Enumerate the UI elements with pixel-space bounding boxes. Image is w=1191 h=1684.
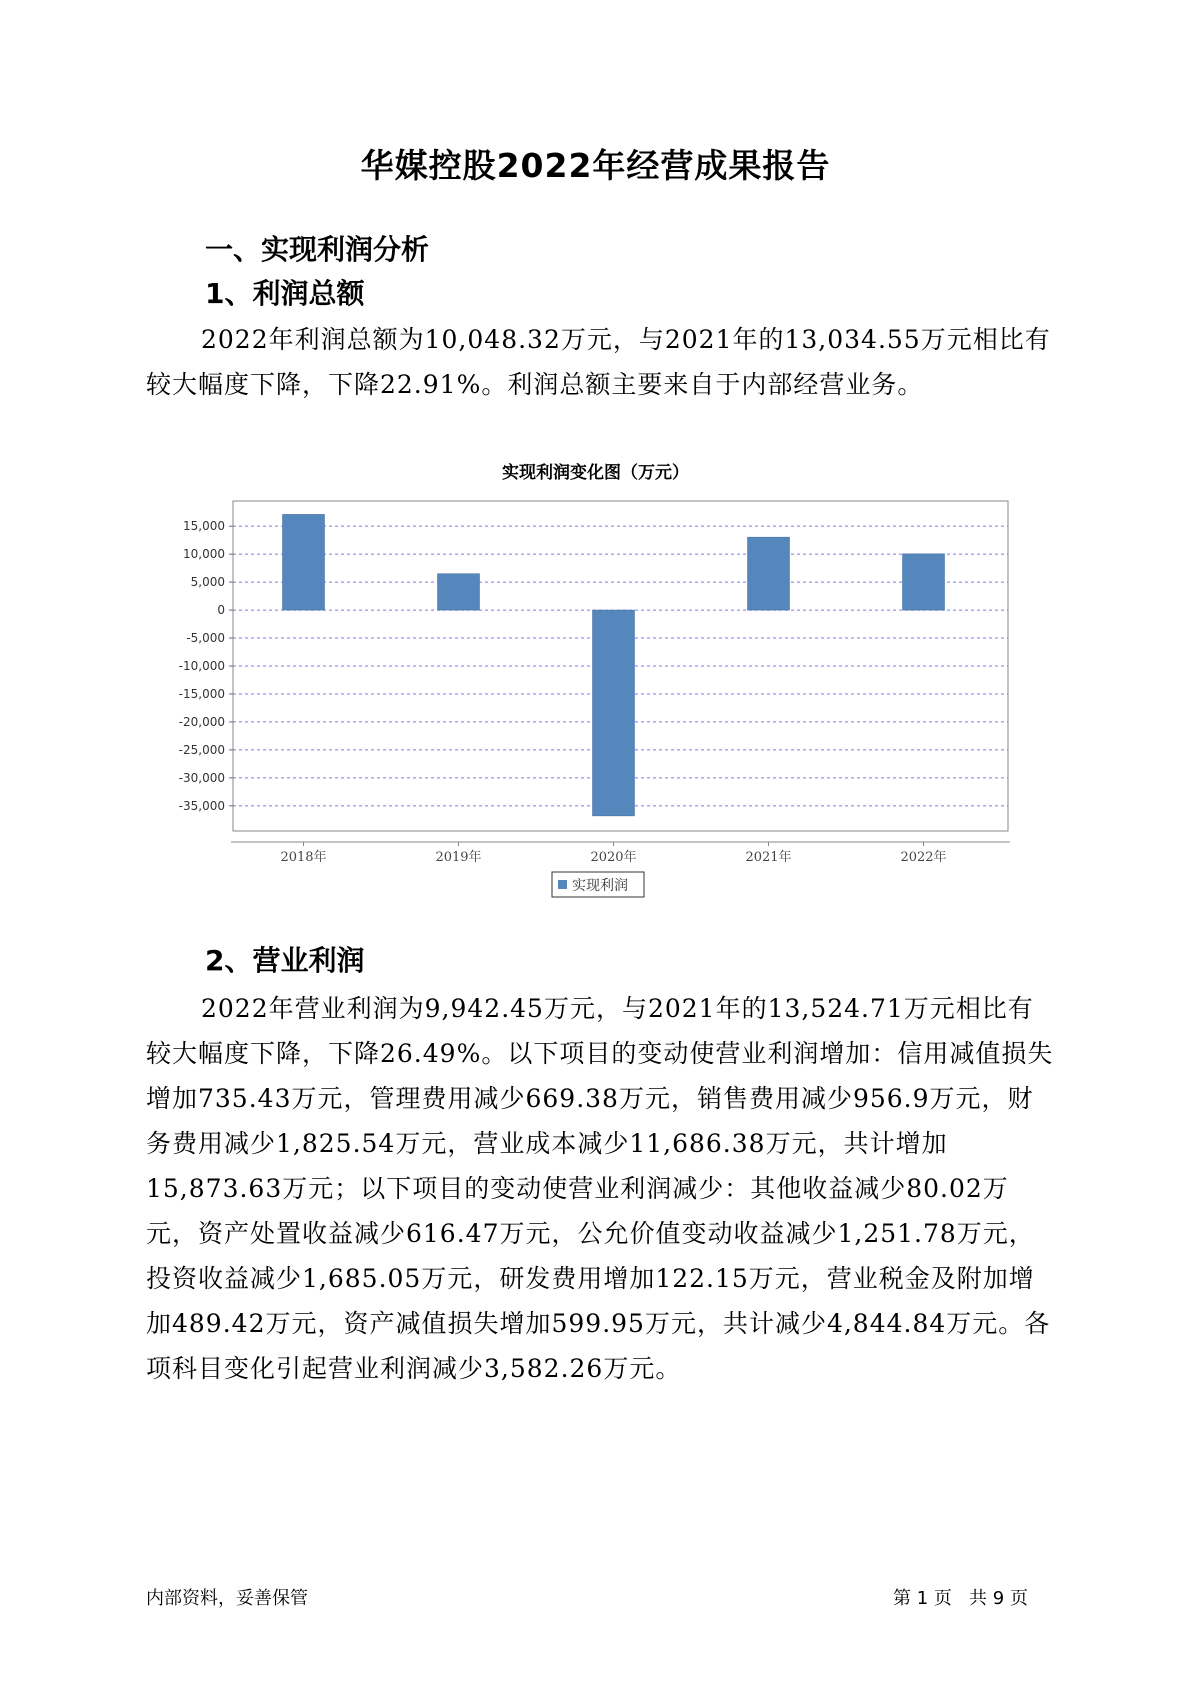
y-tick-label: -10,000 xyxy=(178,659,225,673)
x-tick-label: 2021年 xyxy=(745,850,792,865)
bar xyxy=(593,610,635,816)
legend-swatch xyxy=(558,880,567,889)
y-tick-label: 15,000 xyxy=(183,519,225,534)
section-heading: 一、实现利润分析 xyxy=(205,233,430,266)
x-tick-label: 2022年 xyxy=(900,850,947,865)
operating-profit-paragraph: 2022年营业利润为9,942.45万元，与2021年的13,524.71万元相比有较大幅度下降，下降26.49%。以下项目的变动使营业利润增加：信用减值损失增加735.43万元，管理费用减少669.38万元，销售费用减少956.9万元，财务费用减少1,825.54万元，营业成本减少11,686.38万元，共计增加15,873.63万元；以下项目的变动使营业利润减少：其他收益减少80.02万元，资产处置收益减少616.47万元，公允价值变动收益减少1,251.78万元，投资收益减少1,685.05万元，研发费用增加122.15万元，营业税金及附加增加489.42万元，资产减值损失增加599.95万元，共计减少4,844.84万元。各项科目变化引起营业利润减少3,582.26万元。 xyxy=(146,994,1054,1383)
y-tick-label: 5,000 xyxy=(190,575,225,590)
x-tick-label: 2020年 xyxy=(590,850,637,865)
bar xyxy=(903,554,945,610)
page-title: 华媒控股2022年经营成果报告 xyxy=(360,146,831,185)
chart-title: 实现利润变化图（万元） xyxy=(502,463,689,483)
y-tick-label: 10,000 xyxy=(183,547,225,562)
y-tick-label: 0 xyxy=(217,603,225,618)
y-tick-label: -20,000 xyxy=(178,714,225,729)
x-tick-label: 2019年 xyxy=(435,850,482,865)
legend-label: 实现利润 xyxy=(572,878,628,894)
y-tick-label: -25,000 xyxy=(178,742,225,757)
profit-total-paragraph: 2022年利润总额为10,048.32万元，与2021年的13,034.55万元相比有较大幅度下降，下降22.91%。利润总额主要来自于内部经营业务。 xyxy=(146,325,1051,399)
y-tick-label: -30,000 xyxy=(178,770,225,785)
bar xyxy=(438,574,480,610)
footer-confidential-note: 内部资料，妥善保管 xyxy=(146,1588,308,1609)
y-tick-label: -5,000 xyxy=(186,631,225,646)
bar xyxy=(283,514,325,610)
bar xyxy=(748,537,790,610)
x-tick-label: 2018年 xyxy=(280,850,327,865)
footer-page-number: 第 1 页 共 9 页 xyxy=(893,1588,1028,1609)
subsection-heading-operating-profit: 2、营业利润 xyxy=(205,944,365,977)
subsection-heading-profit-total: 1、利润总额 xyxy=(205,277,365,310)
y-tick-label: -35,000 xyxy=(178,798,225,813)
y-tick-label: -15,000 xyxy=(178,686,225,701)
